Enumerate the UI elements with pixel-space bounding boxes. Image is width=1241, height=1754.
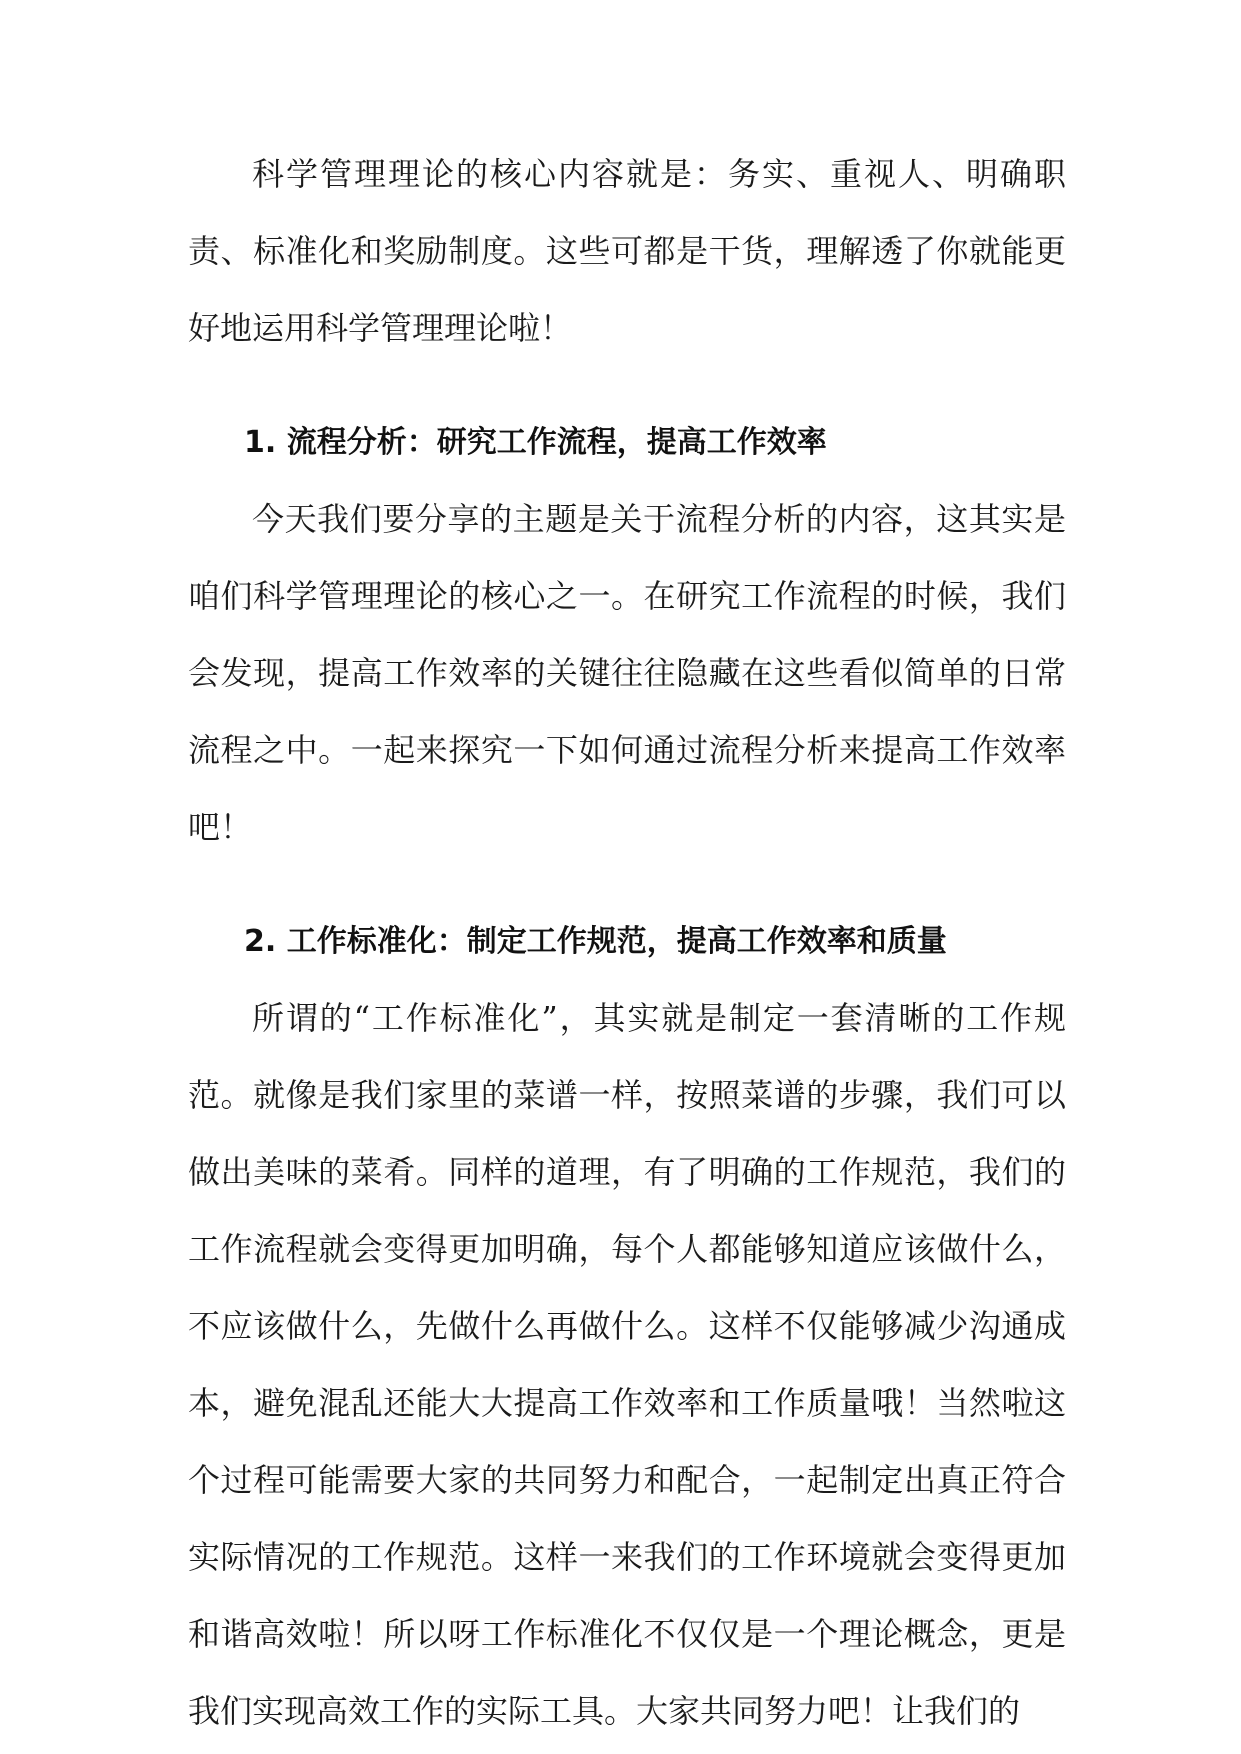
intro-paragraph: 科学管理理论的核心内容就是：务实、重视人、明确职责、标准化和奖励制度。这些可都是干货，理解透了你就能更好地运用科学管理理论啦！ — [188, 155, 1066, 347]
document-body — [188, 136, 1066, 1750]
section-heading-work-standardization: 2. 工作标准化：制定工作规范，提高工作效率和质量 — [244, 924, 947, 959]
section-spacer — [188, 367, 1066, 404]
section-spacer — [188, 866, 1066, 903]
section-paragraph-work-standardization: 所谓的“工作标准化”，其实就是制定一套清晰的工作规范。就像是我们家里的菜谱一样，按照菜谱的步骤，我们可以做出美味的菜肴。同样的道理，有了明确的工作规范，我们的工作流程就会变得更加明确，每个人都能够知道应该做什么，不应该做什么，先做什么再做什么。这样不仅能够减少沟通成本，避免混乱还能大大提高工作效率和工作质量哦！当然啦这个过程可能需要大家的共同努力和配合，一起制定出真正符合实际情况的工作规范。这样一来我们的工作环境就会变得更加和谐高效啦！所以呀工作标准化不仅仅是一个理论概念，更是我们实现高效工作的实际工具。大家共同努力吧！让我们的 — [188, 999, 1066, 1730]
section-heading-process-analysis: 1. 流程分析：研究工作流程，提高工作效率 — [244, 425, 827, 460]
section-paragraph-process-analysis: 今天我们要分享的主题是关于流程分析的内容，这其实是咱们科学管理理论的核心之一。在研究工作流程的时候，我们会发现，提高工作效率的关键往往隐藏在这些看似简单的日常流程之中。一起来探究一下如何通过流程分析来提高工作效率吧！ — [188, 500, 1066, 846]
